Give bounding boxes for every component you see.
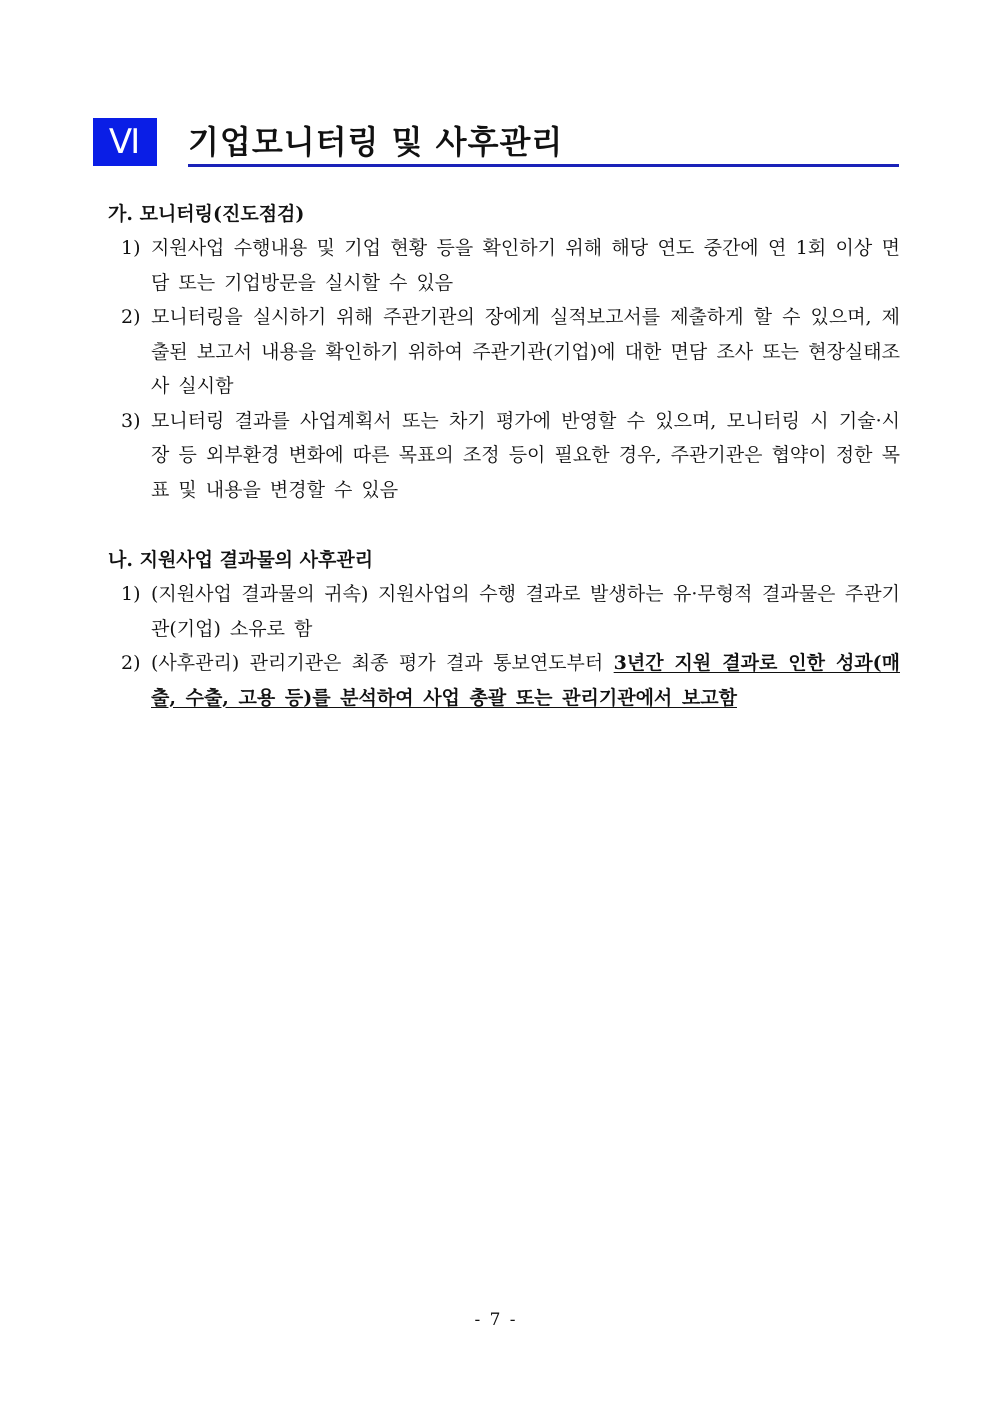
list-item [108,300,900,404]
section-post-management [108,543,900,715]
section-monitoring [108,197,900,507]
section-title: 나. 지원사업 결과물의 사후관리 [108,549,374,571]
chapter-header [93,118,899,168]
list-item [108,577,900,646]
item-number: 1) [121,237,141,259]
list-item [108,404,900,508]
item-text: 모니터링을 실시하기 위해 주관기관의 장에게 실적보고서를 제출하게 할 수 있으며, 제출된 보고서 내용을 확인하기 위하여 주관기관(기업)에 대한 면담 조사 또는 현장실태조사 실시함 [151,306,900,397]
chapter-number-badge: Ⅵ [93,118,157,166]
emphasized-text: 3년간 지원 결과로 인한 성과(매출, 수출, 고용 등)를 분석하여 사업 총괄 또는 관리기관에서 보고함 [151,652,900,709]
item-text: (지원사업 결과물의 귀속) 지원사업의 수행 결과로 발생하는 유·무형적 결과물은 주관기관(기업) 소유로 함 [151,583,900,640]
item-number: 2) [121,306,141,328]
item-text: 모니터링 결과를 사업계획서 또는 차기 평가에 반영할 수 있으며, 모니터링 시 기술·시장 등 외부환경 변화에 따른 목표의 조정 등이 필요한 경우, 주관기관은 협약이 정한 목표 및 내용을 변경할 수 있음 [151,409,900,501]
page-number: - 7 - [474,1310,518,1330]
item-number: 1) [121,583,141,605]
item-number: 2) [121,652,141,674]
item-text: (사후관리) 관리기관은 최종 평가 결과 통보연도부터 [151,652,604,674]
item-number: 3) [121,409,141,432]
list-item [108,646,900,715]
chapter-title: 기업모니터링 및 사후관리 [188,123,564,161]
item-text: 지원사업 수행내용 및 기업 현황 등을 확인하기 위해 해당 연도 중간에 연 1회 이상 면담 또는 기업방문을 실시할 수 있음 [151,237,900,294]
section-title: 가. 모니터링(진도점검) [108,203,305,225]
chapter-title-underline [188,164,899,167]
list-item [108,231,900,300]
